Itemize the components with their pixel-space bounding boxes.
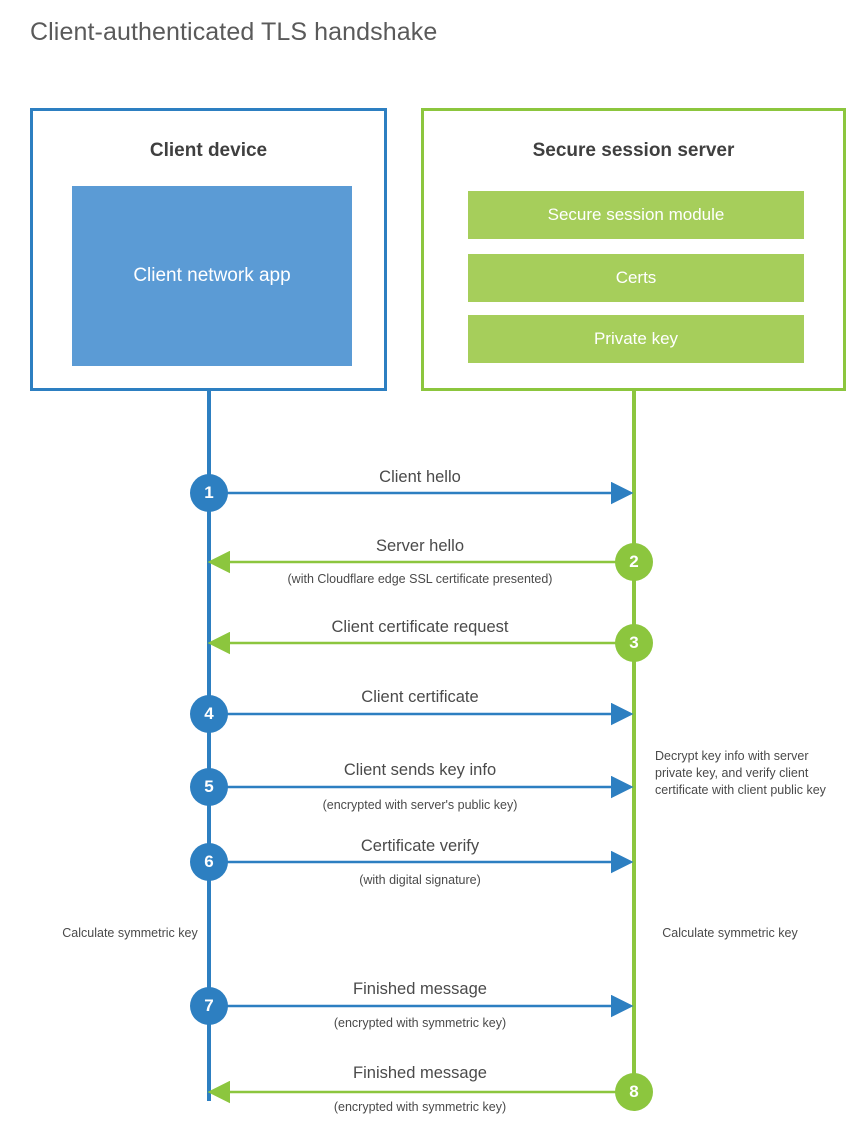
step-badge-3: 3	[615, 624, 653, 662]
step-badge-7: 7	[190, 987, 228, 1025]
message-label-8: Finished message	[353, 1064, 487, 1082]
note-client-calculate-symmetric-key: Calculate symmetric key	[62, 926, 198, 940]
step-badge-8: 8	[615, 1073, 653, 1111]
message-label-3: Client certificate request	[331, 618, 509, 636]
step-badge-1: 1	[190, 474, 228, 512]
page-title: Client-authenticated TLS handshake	[30, 18, 438, 46]
client-device-title: Client device	[149, 140, 268, 161]
message-sublabel-8: (encrypted with symmetric key)	[333, 1100, 507, 1114]
message-sublabel-2: (with Cloudflare edge SSL certificate presented)	[287, 572, 553, 586]
server-chip-certs: Certs	[468, 254, 804, 302]
message-sublabel-5: (encrypted with server's public key)	[322, 798, 518, 812]
message-label-4: Client certificate	[361, 688, 479, 706]
message-label-1: Client hello	[379, 468, 461, 486]
step-badge-6: 6	[190, 843, 228, 881]
message-label-5: Client sends key info	[343, 761, 497, 779]
note-server-decrypt: Decrypt key info with server private key, and verify client certificate with client public key	[655, 749, 826, 797]
client-network-app-block: Client network app	[72, 186, 352, 366]
step-badge-2: 2	[615, 543, 653, 581]
message-label-6: Certificate verify	[360, 837, 480, 855]
message-label-7: Finished message	[353, 980, 487, 998]
step-badge-4: 4	[190, 695, 228, 733]
secure-session-server-title: Secure session server	[532, 140, 735, 161]
message-sublabel-7: (encrypted with symmetric key)	[333, 1016, 507, 1030]
note-server-calculate-symmetric-key: Calculate symmetric key	[662, 926, 798, 940]
server-chip-private-key: Private key	[468, 315, 804, 363]
server-chip-secure-session-module: Secure session module	[468, 191, 804, 239]
step-badge-5: 5	[190, 768, 228, 806]
message-sublabel-6: (with digital signature)	[359, 873, 481, 887]
message-label-2: Server hello	[375, 537, 465, 555]
